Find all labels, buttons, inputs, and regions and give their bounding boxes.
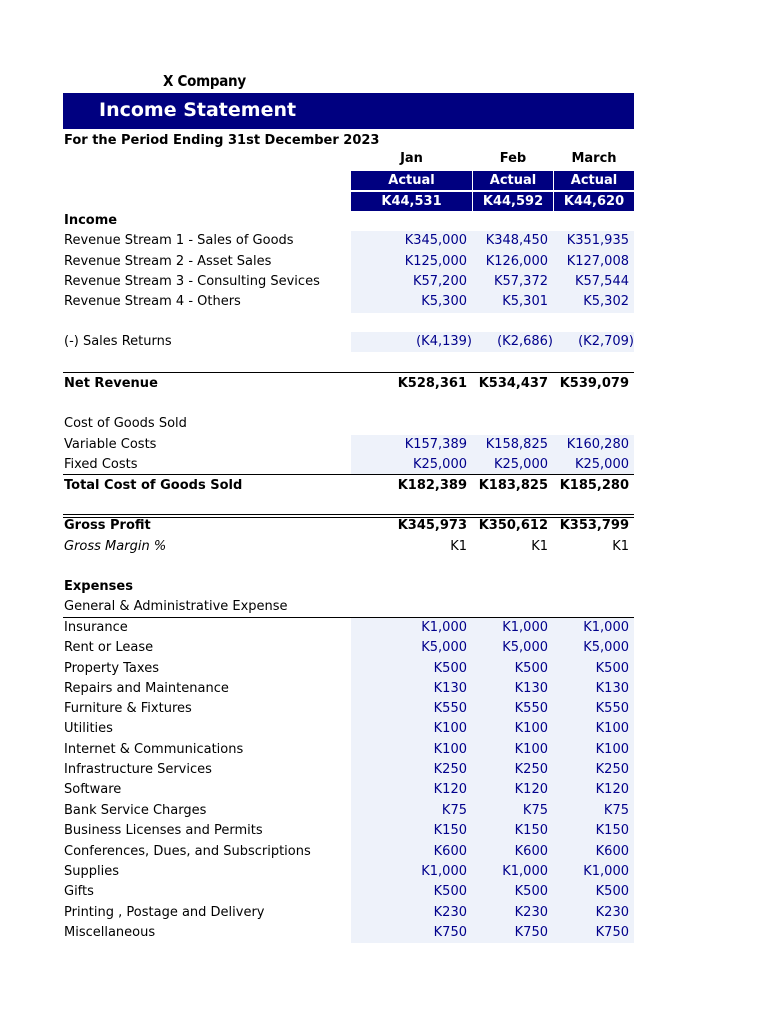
feb-value[interactable]: K750 <box>514 925 548 940</box>
jan-value[interactable]: K157,389 <box>404 437 467 452</box>
feb-value[interactable]: K126,000 <box>485 254 548 269</box>
jan-value[interactable]: K1,000 <box>421 620 467 635</box>
march-value: K185,280 <box>559 478 629 493</box>
march-value: K353,799 <box>559 518 629 533</box>
march-value[interactable]: K230 <box>595 905 629 920</box>
table-row <box>64 882 634 902</box>
row-label: (-) Sales Returns <box>64 334 172 349</box>
feb-value: K350,612 <box>478 518 548 533</box>
sales-returns-row <box>64 332 634 352</box>
income-heading-row <box>64 211 634 231</box>
feb-value: K1 <box>531 539 548 554</box>
table-row <box>64 760 634 780</box>
title-banner <box>63 93 634 129</box>
jan-value[interactable]: K25,000 <box>412 457 467 472</box>
march-value[interactable]: K75 <box>603 803 629 818</box>
expenses-heading-row <box>64 577 634 597</box>
jan-value[interactable]: K750 <box>433 925 467 940</box>
march-value[interactable]: K100 <box>595 742 629 757</box>
march-value[interactable]: K500 <box>595 884 629 899</box>
march-value[interactable]: K25,000 <box>574 457 629 472</box>
march-value[interactable]: K127,008 <box>566 254 629 269</box>
variable-costs-row <box>64 435 634 455</box>
feb-value[interactable]: K57,372 <box>493 274 548 289</box>
row-label: Fixed Costs <box>64 457 138 472</box>
ga-heading-row <box>64 597 634 617</box>
march-value[interactable]: K160,280 <box>566 437 629 452</box>
jan-value[interactable]: K600 <box>433 844 467 859</box>
march-value[interactable]: (K2,709) <box>578 334 634 349</box>
table-row <box>64 699 634 719</box>
feb-value[interactable]: K348,450 <box>485 233 548 248</box>
table-row <box>64 252 634 272</box>
row-label: Gifts <box>64 884 94 899</box>
jan-value[interactable]: K125,000 <box>404 254 467 269</box>
feb-value[interactable]: K1,000 <box>502 864 548 879</box>
income-heading: Income <box>64 213 118 228</box>
feb-value: K183,825 <box>478 478 548 493</box>
jan-value: K345,973 <box>397 518 467 533</box>
row-label: Variable Costs <box>64 437 157 452</box>
feb-value[interactable]: K75 <box>522 803 548 818</box>
row-label: Miscellaneous <box>64 925 156 940</box>
ga-heading: General & Administrative Expense <box>64 599 288 614</box>
jan-value[interactable]: K230 <box>433 905 467 920</box>
march-value[interactable]: K550 <box>595 701 629 716</box>
march-value[interactable]: K500 <box>595 661 629 676</box>
row-label: Infrastructure Services <box>64 762 212 777</box>
jan-value[interactable]: K500 <box>433 661 467 676</box>
march-value[interactable]: K1,000 <box>583 864 629 879</box>
table-row <box>64 740 634 760</box>
row-label: Business Licenses and Permits <box>64 823 263 838</box>
jan-value[interactable]: K5,000 <box>421 640 467 655</box>
row-label: Software <box>64 782 122 797</box>
march-value[interactable]: K5,000 <box>583 640 629 655</box>
table-row <box>64 618 634 638</box>
divider <box>63 372 634 373</box>
row-label: Printing , Postage and Delivery <box>64 905 265 920</box>
net-revenue-row <box>64 374 634 394</box>
jan-value[interactable]: K100 <box>433 721 467 736</box>
march-value[interactable]: K5,302 <box>583 294 629 309</box>
feb-value[interactable]: K150 <box>514 823 548 838</box>
feb-value[interactable]: K1,000 <box>502 620 548 635</box>
row-label: Revenue Stream 4 - Others <box>64 294 241 309</box>
jan-value[interactable]: K5,300 <box>421 294 467 309</box>
row-label: Total Cost of Goods Sold <box>64 478 243 493</box>
total-cogs-row <box>64 476 634 496</box>
jan-value[interactable]: K150 <box>433 823 467 838</box>
march-value[interactable]: K150 <box>595 823 629 838</box>
cogs-heading: Cost of Goods Sold <box>64 416 187 431</box>
feb-value: K534,437 <box>478 376 548 391</box>
header-total-jan: K44,531 <box>351 192 472 211</box>
jan-value[interactable]: K1,000 <box>421 864 467 879</box>
jan-value[interactable]: K250 <box>433 762 467 777</box>
table-row <box>64 903 634 923</box>
row-label: Property Taxes <box>64 661 159 676</box>
table-row <box>64 821 634 841</box>
jan-value[interactable]: K57,200 <box>412 274 467 289</box>
table-row <box>64 801 634 821</box>
march-value[interactable]: K600 <box>595 844 629 859</box>
table-row <box>64 719 634 739</box>
feb-value[interactable]: K120 <box>514 782 548 797</box>
table-row <box>64 679 634 699</box>
march-value[interactable]: K1,000 <box>583 620 629 635</box>
cogs-heading-row <box>64 414 634 434</box>
jan-value: K1 <box>450 539 467 554</box>
jan-value: K182,389 <box>397 478 467 493</box>
feb-value[interactable]: K100 <box>514 721 548 736</box>
feb-value[interactable]: K550 <box>514 701 548 716</box>
jan-value[interactable]: K120 <box>433 782 467 797</box>
table-row <box>64 292 634 312</box>
row-label: Utilities <box>64 721 113 736</box>
row-label: Gross Profit <box>64 518 151 533</box>
march-value: K1 <box>612 539 629 554</box>
month-header-march: March <box>571 151 617 166</box>
statement-title: Income Statement <box>99 99 297 121</box>
march-value[interactable]: K120 <box>595 782 629 797</box>
jan-value[interactable]: K130 <box>433 681 467 696</box>
jan-value[interactable]: K500 <box>433 884 467 899</box>
table-row <box>64 231 634 251</box>
jan-value: K528,361 <box>397 376 467 391</box>
feb-value[interactable]: K230 <box>514 905 548 920</box>
table-row <box>64 862 634 882</box>
month-header-feb: Feb <box>499 151 527 166</box>
feb-value[interactable]: K600 <box>514 844 548 859</box>
period-label: For the Period Ending 31st December 2023 <box>64 133 380 148</box>
actual-label-feb: Actual <box>473 171 553 190</box>
month-header-jan: Jan <box>400 151 423 166</box>
row-label: Internet & Communications <box>64 742 244 757</box>
row-label: Revenue Stream 2 - Asset Sales <box>64 254 272 269</box>
row-label: Supplies <box>64 864 119 879</box>
march-value[interactable]: K250 <box>595 762 629 777</box>
expenses-heading: Expenses <box>64 579 133 594</box>
march-value[interactable]: K130 <box>595 681 629 696</box>
row-label: Furniture & Fixtures <box>64 701 192 716</box>
table-row <box>64 659 634 679</box>
feb-value[interactable]: K250 <box>514 762 548 777</box>
jan-value[interactable]: K345,000 <box>404 233 467 248</box>
jan-value[interactable]: K550 <box>433 701 467 716</box>
row-label: Bank Service Charges <box>64 803 207 818</box>
feb-value[interactable]: K158,825 <box>485 437 548 452</box>
feb-value[interactable]: (K2,686) <box>497 334 553 349</box>
table-row <box>64 842 634 862</box>
row-label: Net Revenue <box>64 376 158 391</box>
feb-value[interactable]: K100 <box>514 742 548 757</box>
march-value[interactable]: K100 <box>595 721 629 736</box>
march-value[interactable]: K351,935 <box>566 233 629 248</box>
feb-value[interactable]: K5,301 <box>502 294 548 309</box>
table-row <box>64 923 634 943</box>
divider <box>63 514 634 515</box>
row-label: Rent or Lease <box>64 640 154 655</box>
row-label: Revenue Stream 1 - Sales of Goods <box>64 233 294 248</box>
feb-value[interactable]: K25,000 <box>493 457 548 472</box>
row-label: Conferences, Dues, and Subscriptions <box>64 844 311 859</box>
company-name: X Company <box>163 72 246 90</box>
table-row <box>64 780 634 800</box>
header-total-feb: K44,592 <box>473 192 553 211</box>
row-label: Revenue Stream 3 - Consulting Sevices <box>64 274 320 289</box>
table-row <box>64 272 634 292</box>
jan-value[interactable]: K75 <box>441 803 467 818</box>
feb-value[interactable]: K5,000 <box>502 640 548 655</box>
row-label: Insurance <box>64 620 128 635</box>
march-value: K539,079 <box>559 376 629 391</box>
divider <box>63 474 634 475</box>
actual-label-march: Actual <box>554 171 634 190</box>
feb-value[interactable]: K500 <box>514 661 548 676</box>
fixed-costs-row <box>64 455 634 475</box>
actual-label-jan: Actual <box>351 171 472 190</box>
jan-value[interactable]: K100 <box>433 742 467 757</box>
row-label: Gross Margin % <box>64 539 167 554</box>
march-value[interactable]: K57,544 <box>574 274 629 289</box>
march-value[interactable]: K750 <box>595 925 629 940</box>
jan-value[interactable]: (K4,139) <box>416 334 472 349</box>
gross-profit-row <box>64 516 634 536</box>
gross-margin-row <box>64 537 634 557</box>
feb-value[interactable]: K500 <box>514 884 548 899</box>
feb-value[interactable]: K130 <box>514 681 548 696</box>
header-total-march: K44,620 <box>554 192 634 211</box>
row-label: Repairs and Maintenance <box>64 681 229 696</box>
table-row <box>64 638 634 658</box>
